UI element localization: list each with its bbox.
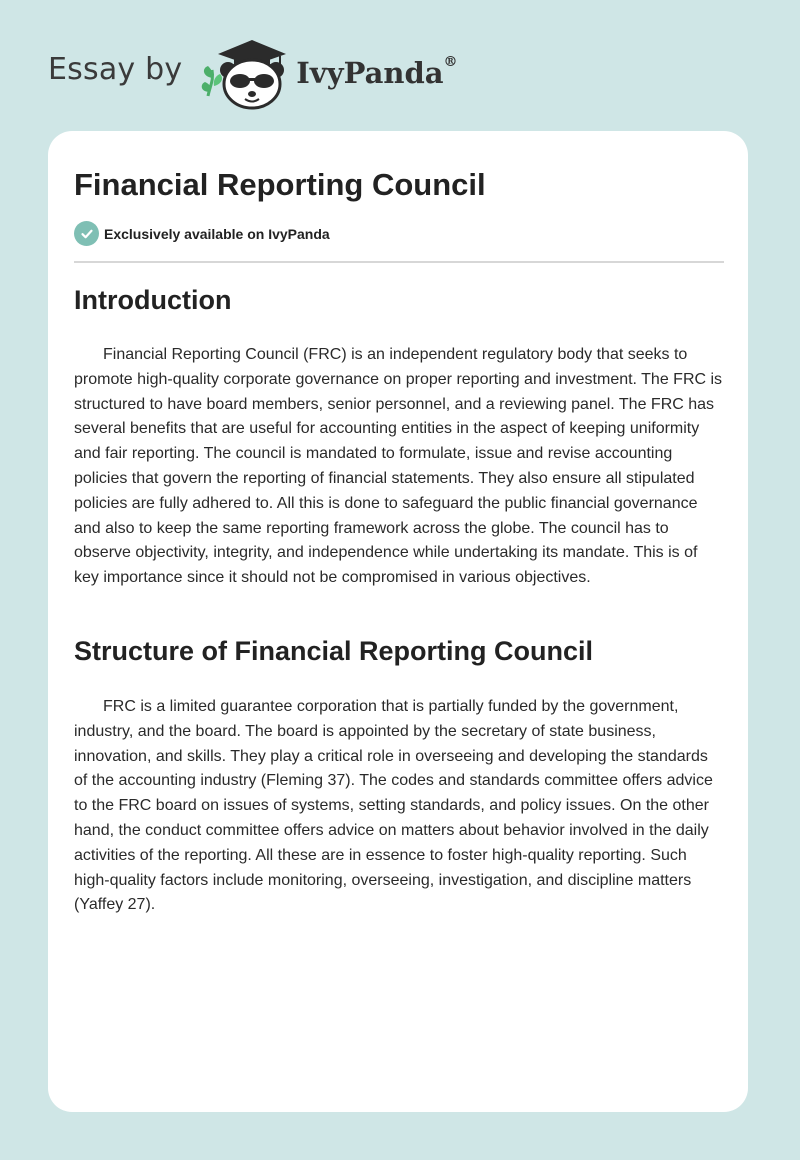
essay-by-label: Essay by [48,51,183,87]
page-title: Financial Reporting Council [74,167,486,202]
panda-logo-icon[interactable] [200,34,290,110]
section-body-structure: FRC is a limited guarantee corporation that is partially funded by the government, industry, and the board. The board is appointed by the secretary of state business, innovation, and skills. They play a critical role in overseeing and developing the standards of the accounting industry (Fleming 37). The codes and standards committee offers advice to the FRC board on issues of systems, setting standards, and policy issues. On the other hand, the conduct committee offers advice on matters about behavior involved in the daily activities of the reporting. All these are in essence to foster high-quality reporting. Such high-quality factors include monitoring, overseeing, investigation, and discipline matters (Yaffey 27). [74,698,713,914]
badge-label: Exclusively available on IvyPanda [104,225,330,242]
brand-name[interactable]: IvyPanda® [296,54,458,90]
site-header [48,34,458,110]
section-heading-structure: Structure of Financial Reporting Council [74,636,594,666]
section-heading-introduction: Introduction [74,285,232,315]
availability-badge [74,221,330,246]
check-circle-icon [74,221,99,246]
title-divider [74,261,724,263]
essay-card [48,131,748,1112]
registered-mark: ® [443,54,458,70]
section-body-introduction: Financial Reporting Council (FRC) is an independent regulatory body that seeks to promote high-quality corporate governance on proper reporting and investment. The FRC is structured to have board members, senior personnel, and a reviewing panel. The FRC has several benefits that are useful for accounting entities in the aspect of keeping uniformity and fair reporting. The council is mandated to formulate, issue and revise accounting policies that govern the reporting of financial statements. They also ensure all stipulated policies are fully adhered to. All this is done to safeguard the public financial governance and also to keep the same reporting framework across the globe. The council has to observe objectivity, integrity, and independence while undertaking its mandate. This is of key importance since it should not be compromised in various objectives. [74,346,723,587]
